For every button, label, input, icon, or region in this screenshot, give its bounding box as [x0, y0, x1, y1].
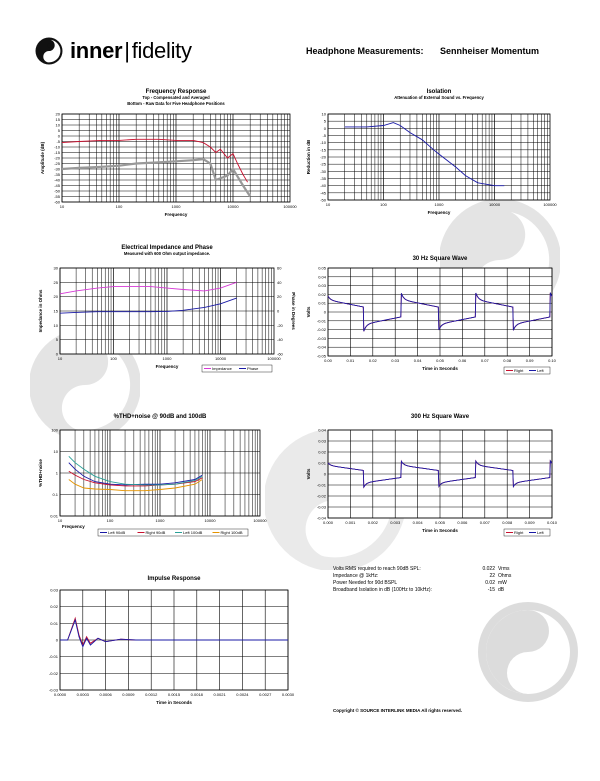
chart-title: 30 Hz Square Wave: [412, 256, 468, 262]
x-tick-label: 0.09: [525, 358, 534, 363]
y-tick-label: 0.03: [318, 438, 326, 444]
y-axis-label: Volts: [306, 468, 311, 480]
x-tick-label: 0.005: [434, 520, 446, 525]
impulse-response-chart: [30, 570, 300, 710]
y-tick-label: 0: [323, 309, 326, 315]
y-tick-label: 0.01: [318, 460, 326, 466]
y-tick-label: 0: [55, 351, 58, 357]
x-tick-label: 0.007: [479, 520, 490, 525]
y2-tick-label: -40: [277, 337, 283, 343]
x-tick-label: 0.0015: [167, 692, 181, 697]
x-tick-label: 10000: [204, 518, 216, 523]
y-tick-label: -0.03: [316, 335, 326, 341]
y-tick-label: -20: [320, 154, 326, 160]
y-axis-label: %THD+noise: [38, 459, 43, 487]
y-tick-label: -0.01: [48, 654, 58, 660]
y-tick-label: -35: [54, 172, 60, 177]
y-tick-label: 0: [323, 125, 326, 131]
legend-label: Phase: [247, 366, 259, 371]
x-tick-label: 100: [106, 518, 114, 523]
y-tick-label: -0.05: [316, 353, 326, 359]
watermark-icon: [478, 602, 578, 702]
x-tick-label: 0.004: [412, 520, 423, 525]
y-tick-label: 0.05: [318, 265, 326, 271]
chart-title: 300 Hz Square Wave: [410, 414, 470, 420]
x-tick-label: 1000: [155, 518, 165, 523]
x-tick-label: 100000: [253, 518, 267, 523]
y-tick-label: -40: [320, 183, 326, 189]
y-tick-label: 15: [55, 117, 60, 122]
isolation-chart: [306, 86, 566, 221]
y-tick-label: 0.02: [318, 291, 326, 297]
x-tick-label: 0.04: [413, 358, 422, 363]
x-tick-label: 0.0024: [236, 692, 249, 697]
x-tick-label: 0.000: [322, 520, 334, 525]
y2-tick-label: 0: [277, 308, 280, 314]
x-tick-label: 100000: [543, 202, 557, 207]
y-tick-label: 5: [323, 118, 326, 124]
x-axis-label: Time in Seconds: [422, 528, 458, 533]
y-tick-label: -25: [320, 161, 326, 167]
x-tick-label: 0.008: [502, 520, 513, 525]
x-axis-label: Frequency: [164, 212, 188, 217]
x-tick-label: 100000: [267, 356, 281, 361]
y-tick-label: -0.01: [316, 482, 326, 488]
legend-label: Right: [514, 530, 524, 535]
y-tick-label: 20: [53, 294, 58, 300]
y-tick-label: -15: [54, 150, 60, 155]
x-tick-label: 0.10: [548, 358, 556, 363]
x-tick-label: 1000: [171, 204, 181, 209]
x-tick-label: 0.05: [436, 358, 444, 363]
x-tick-label: 0.002: [367, 520, 378, 525]
spec-row: Broadband Isolation in dB (100Hz to 10kHz): -15 dB: [333, 587, 505, 593]
header-label: Headphone Measurements:: [306, 46, 424, 56]
y-tick-label: -0.03: [48, 687, 58, 693]
x-tick-label: 0.009: [524, 520, 535, 525]
brand-name: inner|fidelity: [70, 38, 192, 63]
legend-label: Left: [537, 368, 544, 373]
spec-row: Volts RMS required to reach 90dB SPL: 0.022 Vrms: [333, 566, 510, 572]
y-tick-label: 0.1: [52, 492, 58, 497]
y-tick-label: -25: [54, 161, 60, 166]
y2-tick-label: -20: [277, 322, 283, 328]
frequency-response-chart: [30, 86, 300, 221]
x-tick-label: 0.0006: [99, 692, 112, 697]
y-tick-label: 5: [55, 337, 58, 343]
y-tick-label: 0.04: [318, 274, 326, 280]
y-tick-label: -0.02: [48, 670, 58, 676]
x-axis-label: Frequency: [427, 210, 451, 215]
y-tick-label: -0.02: [316, 493, 326, 499]
y2-tick-label: -60: [277, 351, 283, 357]
x-tick-label: 0.0000: [53, 692, 67, 697]
x-tick-label: 0.003: [390, 520, 401, 525]
x-tick-label: 0.02: [368, 358, 377, 363]
x-tick-label: 100: [115, 204, 123, 209]
x-tick-label: 100000: [283, 204, 297, 209]
x-tick-label: 0.0030: [281, 692, 295, 697]
x-axis-label: Frequency: [62, 524, 85, 529]
x-tick-label: 0.0003: [76, 692, 89, 697]
y-tick-label: -10: [320, 140, 326, 146]
x-tick-label: 0.006: [457, 520, 468, 525]
y-axis-label: Reduction in dB: [306, 139, 311, 175]
y-tick-label: 0.01: [318, 300, 326, 306]
x-tick-label: 0.0009: [122, 692, 135, 697]
chart-title: Electrical Impedance and Phase: [121, 245, 213, 251]
chart-title: Isolation: [426, 89, 452, 95]
legend-label: Impedance: [212, 366, 232, 371]
x-axis-label: Time in Seconds: [156, 700, 192, 705]
y-tick-label: 0.04: [318, 427, 326, 433]
y-tick-label: 100: [51, 427, 58, 433]
x-tick-label: 100: [110, 356, 117, 361]
x-tick-label: 10: [57, 518, 63, 523]
chart-subtitle: Top - Compensated and Averaged: [142, 95, 210, 100]
y-tick-label: 0.03: [318, 283, 326, 289]
legend-label: Right 90dB: [145, 530, 166, 535]
square-wave-30hz-chart: [306, 250, 566, 385]
y-tick-label: 25: [53, 279, 58, 285]
y-tick-label: -45: [54, 183, 60, 188]
x-tick-label: 1000: [162, 356, 172, 361]
spec-table: [333, 566, 518, 594]
x-tick-label: 0.001: [345, 520, 356, 525]
y-tick-label: -0.01: [316, 318, 326, 324]
y-tick-label: 30: [53, 265, 58, 271]
impedance-chart: [30, 242, 300, 382]
legend-label: Left 90dB: [108, 530, 126, 535]
x-tick-label: 0.0018: [190, 692, 203, 697]
legend-label: Left: [537, 530, 544, 535]
chart-subtitle: Measured with 600 Ohm output impedance.: [123, 251, 211, 256]
chart-title: Impulse Response: [147, 576, 201, 582]
x-tick-label: 0.07: [480, 358, 489, 363]
y-tick-label: -10: [54, 144, 60, 150]
y-tick-label: 10: [321, 111, 326, 117]
x-tick-label: 10000: [227, 204, 239, 209]
y-tick-label: 1: [55, 470, 58, 476]
chart-subtitle: Bottom - Raw Data for Five Headphone Positions: [127, 101, 225, 106]
y-tick-label: -30: [54, 166, 60, 172]
x-tick-label: 0.01: [346, 358, 355, 363]
y-tick-label: 10: [53, 449, 58, 454]
x-tick-label: 0.06: [458, 358, 467, 363]
y-tick-label: 10: [55, 122, 60, 128]
y-tick-label: -20: [54, 155, 60, 161]
y-tick-label: 0: [57, 133, 60, 139]
y-tick-label: -55: [54, 194, 60, 199]
x-tick-label: 10: [57, 356, 63, 361]
y-tick-label: 10: [53, 322, 58, 328]
y-tick-label: -5: [322, 133, 326, 138]
x-tick-label: 0.03: [391, 358, 400, 363]
y2-axis-label: Phase in Degrees: [291, 292, 296, 330]
x-tick-label: 10: [325, 202, 331, 207]
x-axis-label: Frequency: [155, 364, 179, 369]
legend-label: Right: [514, 368, 524, 373]
y-tick-label: 0: [323, 471, 326, 477]
y-tick-label: -35: [320, 176, 326, 181]
x-tick-label: 0.0021: [213, 692, 226, 697]
x-tick-label: 0.0027: [259, 692, 272, 697]
chart-title: %THD+noise @ 90dB and 100dB: [113, 414, 207, 420]
brand-logo: [34, 36, 192, 66]
y-tick-label: -15: [320, 147, 326, 153]
y-tick-label: 0.01: [50, 620, 58, 626]
x-tick-label: 10: [59, 204, 65, 209]
legend-label: Right 100dB: [220, 530, 243, 535]
y-tick-label: 0.01: [50, 513, 58, 519]
y2-tick-label: 60: [277, 265, 282, 271]
y-tick-label: -5: [56, 139, 60, 144]
x-tick-label: 0.08: [503, 358, 512, 363]
header-model: Sennheiser Momentum: [440, 46, 540, 56]
y-tick-label: -0.03: [316, 504, 326, 510]
y-tick-label: -40: [54, 177, 60, 183]
y-axis-label: Volts: [306, 306, 311, 318]
legend-label: Left 100dB: [183, 530, 203, 535]
spec-row: Impedance @ 1kHz: 22 Ohms: [333, 573, 512, 579]
y-axis-label: Amplitude (dB): [40, 141, 45, 175]
y-tick-label: 0.02: [50, 604, 58, 610]
y-tick-label: 15: [53, 308, 58, 314]
chart-subtitle: Attenuation of External Sound vs. Frequency: [394, 95, 484, 100]
y-tick-label: 20: [55, 111, 60, 117]
y-tick-label: 0.03: [50, 587, 58, 593]
y-tick-label: -0.04: [316, 344, 326, 350]
x-axis-label: Time in Seconds: [422, 366, 458, 371]
y-tick-label: -0.04: [316, 515, 326, 521]
y-tick-label: -60: [54, 199, 60, 205]
y2-tick-label: 20: [277, 294, 282, 300]
y-tick-label: -0.02: [316, 327, 326, 333]
y2-tick-label: 40: [277, 279, 282, 285]
thd-chart: [30, 408, 300, 548]
spec-row: Power Needed for 90d BSPL 0.02 mW: [333, 580, 507, 586]
x-tick-label: 0.010: [546, 520, 558, 525]
square-wave-300hz-chart: [306, 408, 566, 548]
y-tick-label: -45: [320, 190, 326, 196]
y-tick-label: 5: [57, 128, 60, 133]
x-tick-label: 0.00: [324, 358, 332, 363]
x-tick-label: 100: [380, 202, 387, 207]
x-tick-label: 10000: [488, 202, 501, 207]
copyright: Copyright © SOURCE INTERLINK MEDIA All rights reserved.: [333, 708, 462, 713]
chart-title: Frequency Response: [145, 89, 207, 95]
y-tick-label: -30: [320, 168, 326, 174]
y-axis-label: Impedance in Ohms: [38, 289, 43, 333]
y-tick-label: 0.02: [318, 449, 326, 455]
y-tick-label: -50: [54, 188, 60, 194]
y-tick-label: 0: [55, 637, 58, 643]
x-tick-label: 0.0012: [145, 692, 158, 697]
x-tick-label: 1000: [434, 202, 444, 207]
logo-icon: [34, 36, 64, 66]
y-tick-label: -50: [320, 197, 326, 203]
x-tick-label: 10000: [214, 356, 227, 361]
